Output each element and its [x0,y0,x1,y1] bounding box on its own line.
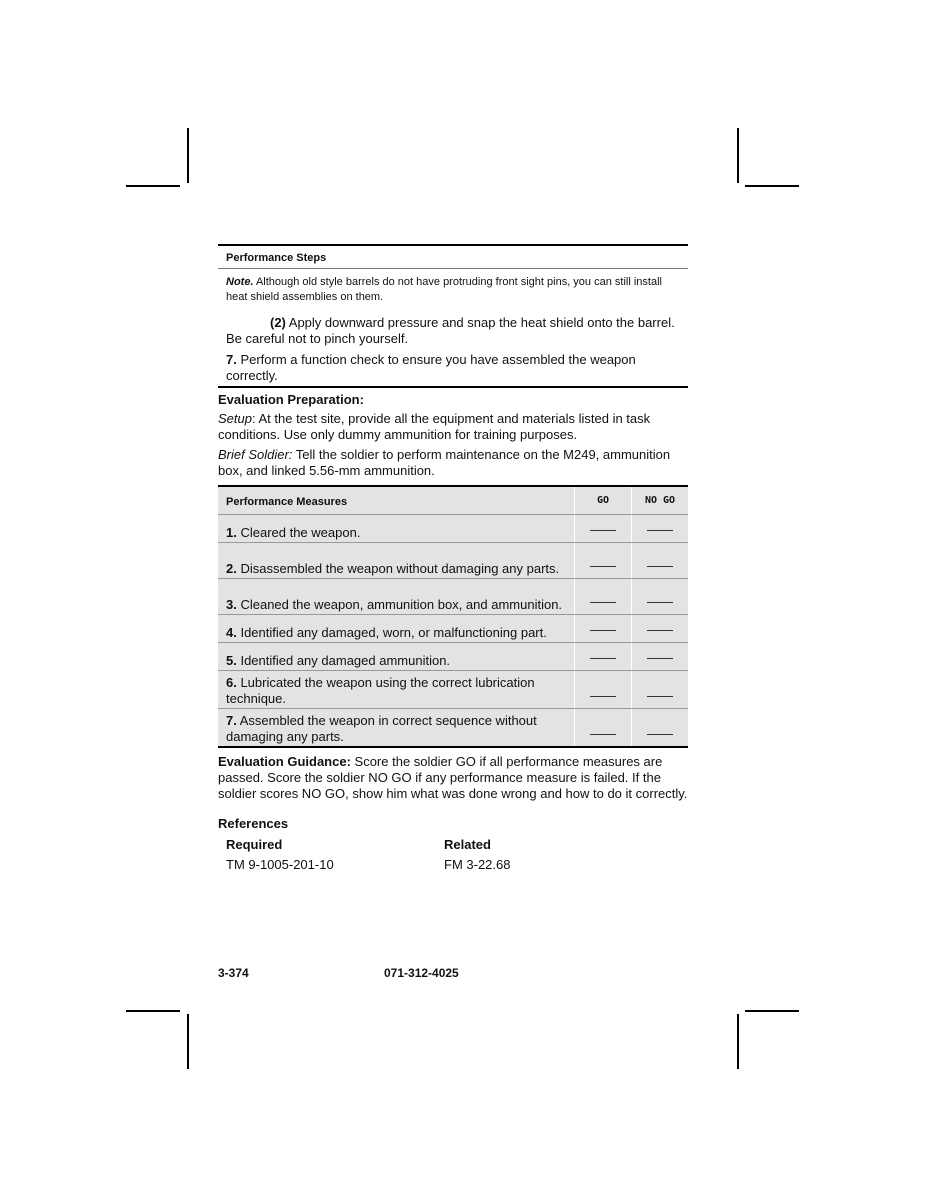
table-row [218,643,688,671]
crop-mark [745,1010,799,1012]
crop-mark [126,1010,180,1012]
go-header: GO [575,486,632,515]
required-column [226,835,444,875]
brief-soldier-label: Brief Soldier: [218,447,293,462]
measure-number: 1. [226,525,237,540]
go-blank[interactable] [575,543,632,579]
crop-mark [737,1014,739,1069]
page-number: 3-374 [218,966,249,980]
performance-measures-table [218,485,688,748]
table-row [218,579,688,615]
crop-mark [187,1014,189,1069]
evaluation-preparation-title: Evaluation Preparation: [218,392,364,407]
table-header-row [218,486,688,515]
nogo-blank[interactable] [632,543,689,579]
related-label: Related [444,837,491,852]
step-7 [218,352,688,388]
nogo-blank[interactable] [632,643,689,671]
nogo-blank[interactable] [632,579,689,615]
go-blank[interactable] [575,615,632,643]
measure-text: Cleaned the weapon, ammunition box, and ammunition. [236,597,563,612]
note [218,269,688,315]
setup-label: Setup [218,411,252,426]
nogo-blank[interactable] [632,671,689,709]
crop-mark [187,128,189,183]
measure-number: 2. [226,561,237,576]
table-row [218,615,688,643]
measure-number: 3. [226,597,237,612]
setup-paragraph [218,411,688,443]
required-label: Required [226,837,283,852]
go-blank[interactable] [575,709,632,748]
nogo-blank[interactable] [632,615,689,643]
crop-mark [126,185,180,187]
evaluation-guidance [218,754,688,802]
table-row [218,515,688,543]
brief-soldier-paragraph [218,447,688,479]
measure-cell [218,709,575,748]
references-title: References [218,816,289,831]
substep-text: Apply downward pressure and snap the heat shield onto the barrel. Be careful not to pinch yourself. [226,315,675,346]
related-column [444,835,510,875]
task-number: 071-312-4025 [384,966,459,980]
crop-mark [737,128,739,183]
performance-measures-header: Performance Measures [218,486,575,515]
measure-text: Disassembled the weapon without damaging any parts. [236,561,560,576]
nogo-header: NO GO [632,486,689,515]
step-number: 7. [226,352,237,367]
required-reference: TM 9-1005-201-10 [226,857,334,872]
table-row [218,709,688,748]
evaluation-guidance-label: Evaluation Guidance: [218,754,351,769]
go-blank[interactable] [575,579,632,615]
measure-number: 7. [226,713,237,728]
measure-text: Cleared the weapon. [236,525,361,540]
measure-cell [218,543,575,579]
step-text: Perform a function check to ensure you have assembled the weapon correctly. [226,352,636,383]
measure-cell [218,615,575,643]
page-content [218,244,688,875]
related-reference: FM 3-22.68 [444,857,511,872]
crop-mark [745,185,799,187]
substep-number: (2) [270,315,286,330]
measure-number: 5. [226,653,237,668]
measure-number: 6. [226,675,237,690]
evaluation-guidance-text: Score the soldier GO if all performance measures are passed. Score the soldier NO GO if any performance measure is failed. If the soldier scores NO GO, show him what was done wrong and how to do it correctly. [218,754,688,801]
performance-steps-header: Performance Steps [218,244,688,269]
go-blank[interactable] [575,515,632,543]
measure-text: Assembled the weapon in correct sequence without damaging any parts. [226,713,537,744]
note-label: Note. [226,276,254,288]
measure-number: 4. [226,625,237,640]
measure-text: Identified any damaged ammunition. [236,653,451,668]
measure-cell [218,643,575,671]
setup-text: : At the test site, provide all the equipment and materials listed in task conditions. Use only dummy ammunition for training purposes. [218,411,651,442]
measure-cell [218,579,575,615]
go-blank[interactable] [575,671,632,709]
measure-cell [218,515,575,543]
brief-soldier-text: Tell the soldier to perform maintenance on the M249, ammunition box, and linked 5.56-mm ammunition. [218,447,671,478]
go-blank[interactable] [575,643,632,671]
table-row [218,543,688,579]
measure-text: Identified any damaged, worn, or malfunctioning part. [236,625,547,640]
note-text: Although old style barrels do not have protruding front sight pins, you can still install heat shield assemblies on them. [226,276,662,303]
table-row [218,671,688,709]
step-7-substep-2 [218,315,688,347]
nogo-blank[interactable] [632,515,689,543]
measure-cell [218,671,575,709]
references-table [218,835,688,875]
nogo-blank[interactable] [632,709,689,748]
measure-text: Lubricated the weapon using the correct lubrication technique. [226,675,535,706]
